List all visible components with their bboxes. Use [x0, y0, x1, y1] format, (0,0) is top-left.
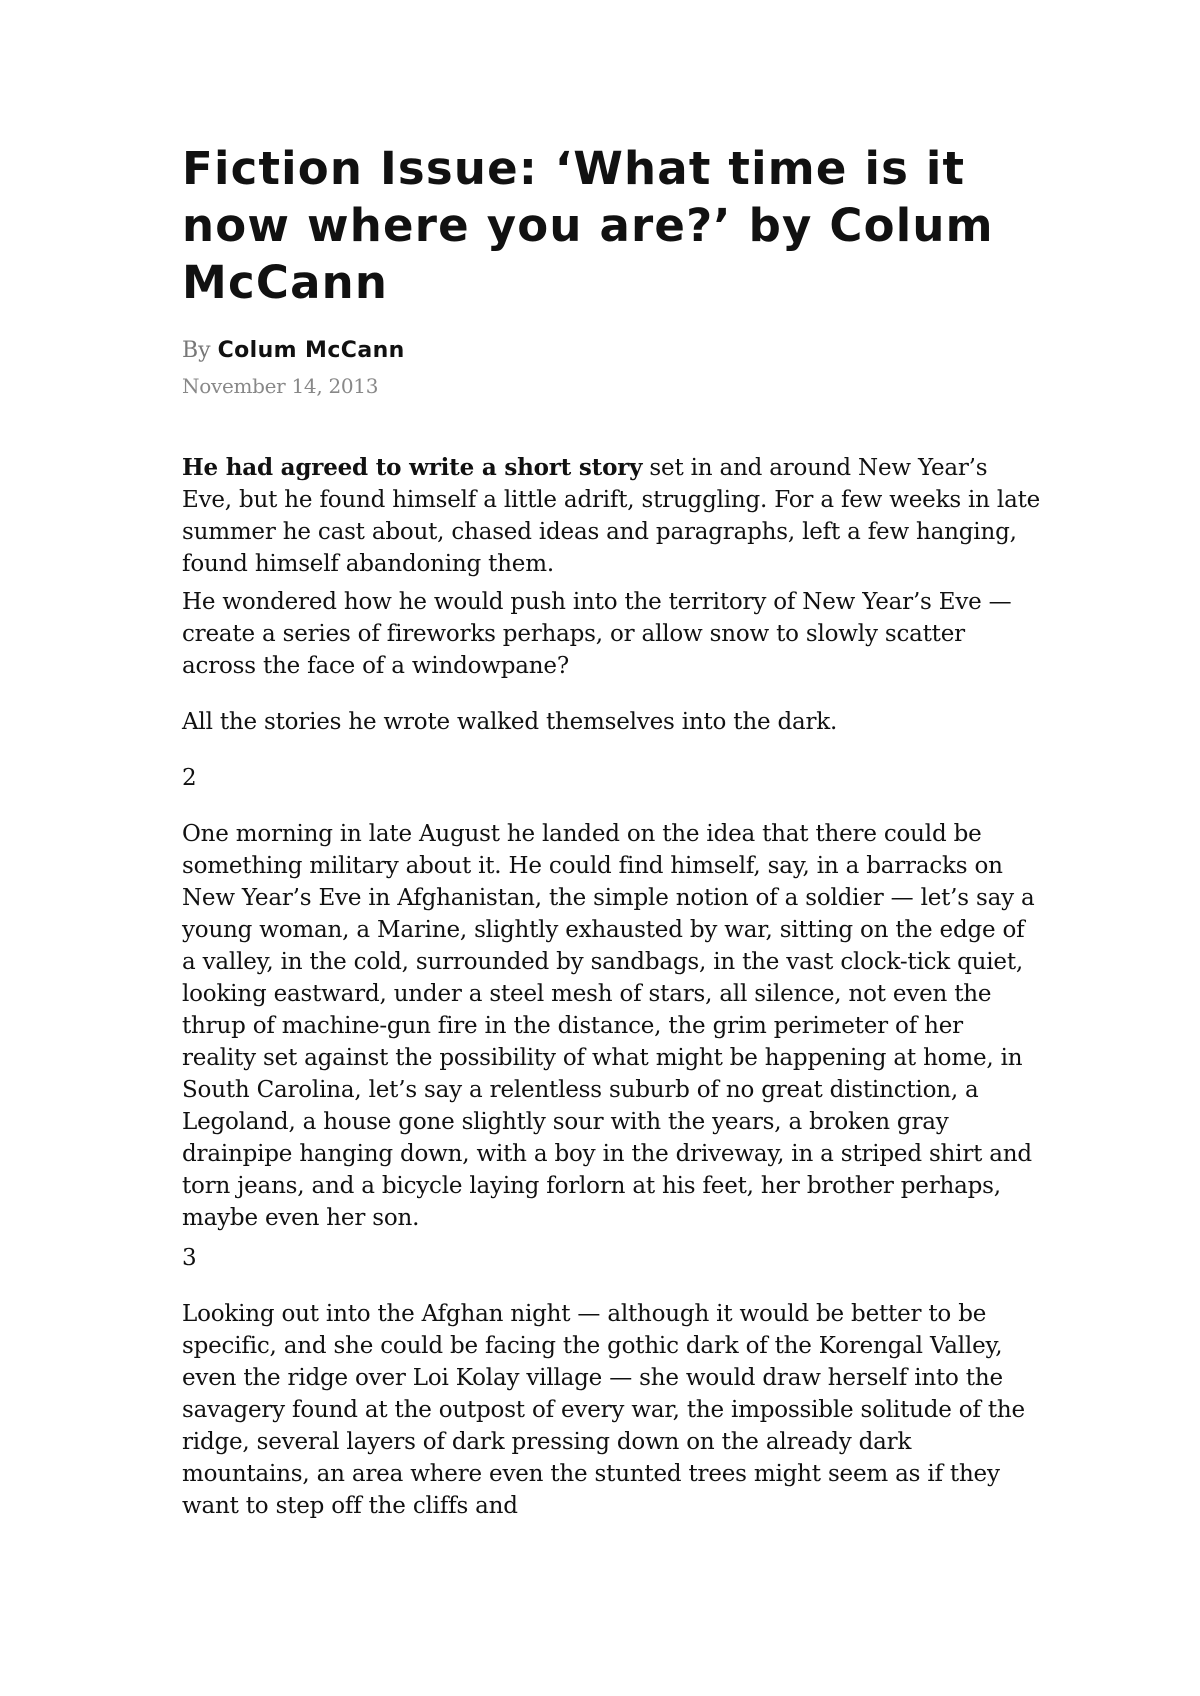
paragraph	[182, 452, 1042, 580]
byline-prefix: By	[182, 338, 211, 363]
publish-date: November 14, 2013	[182, 374, 379, 398]
paragraph: All the stories he wrote walked themselves into the dark.	[182, 709, 838, 735]
section-number: 3	[182, 1245, 197, 1271]
article-body	[182, 452, 1042, 1522]
paragraph: He wondered how he would push into the territory of New Year’s Eve — create a series of fireworks perhaps, or allow snow to slowly scatter across the face of a windowpane?	[182, 589, 1012, 679]
article	[182, 140, 1042, 1522]
article-title: Fiction Issue: ‘What time is it now where you are?’ by Colum McCann	[182, 142, 994, 309]
section-number: 2	[182, 765, 197, 791]
paragraph: Looking out into the Afghan night — although it would be better to be specific, and she could be facing the gothic dark of the Korengal Valley, even the ridge over Loi Kolay village — she would draw herself into the savagery found at the outpost of every war, the impossible solitude of the ridge, several layers of dark pressing down on the already dark mountains, an area where even the stunted trees might seem as if they want to step off the cliffs and	[182, 1301, 1025, 1519]
byline	[182, 336, 1042, 366]
lede-text: He had agreed to write a short story	[182, 454, 643, 481]
paragraph-text: set in and around New Year’s Eve, but he found himself a little adrift, struggling. For a few weeks in late summer he cast about, chased ideas and paragraphs, left a few hanging, found himself abandoning them.	[182, 455, 1041, 577]
author-name: Colum McCann	[217, 338, 405, 363]
paragraph: One morning in late August he landed on the idea that there could be something military about it. He could find himself, say, in a barracks on New Year’s Eve in Afghanistan, the simple notion of a soldier — let’s say a young woman, a Marine, slightly exhausted by war, sitting on the edge of a valley, in the cold, surrounded by sandbags, in the vast clock-tick quiet, looking eastward, under a steel mesh of stars, all silence, not even the thrup of machine-gun fire in the distance, the grim perimeter of her reality set against the possibility of what might be happening at home, in South Carolina, let’s say a relentless suburb of no great distinction, a Legoland, a house gone slightly sour with the years, a broken gray drainpipe hanging down, with a boy in the driveway, in a striped shirt and torn jeans, and a bicycle laying forlorn at his feet, her brother perhaps, maybe even her son.	[182, 821, 1035, 1231]
